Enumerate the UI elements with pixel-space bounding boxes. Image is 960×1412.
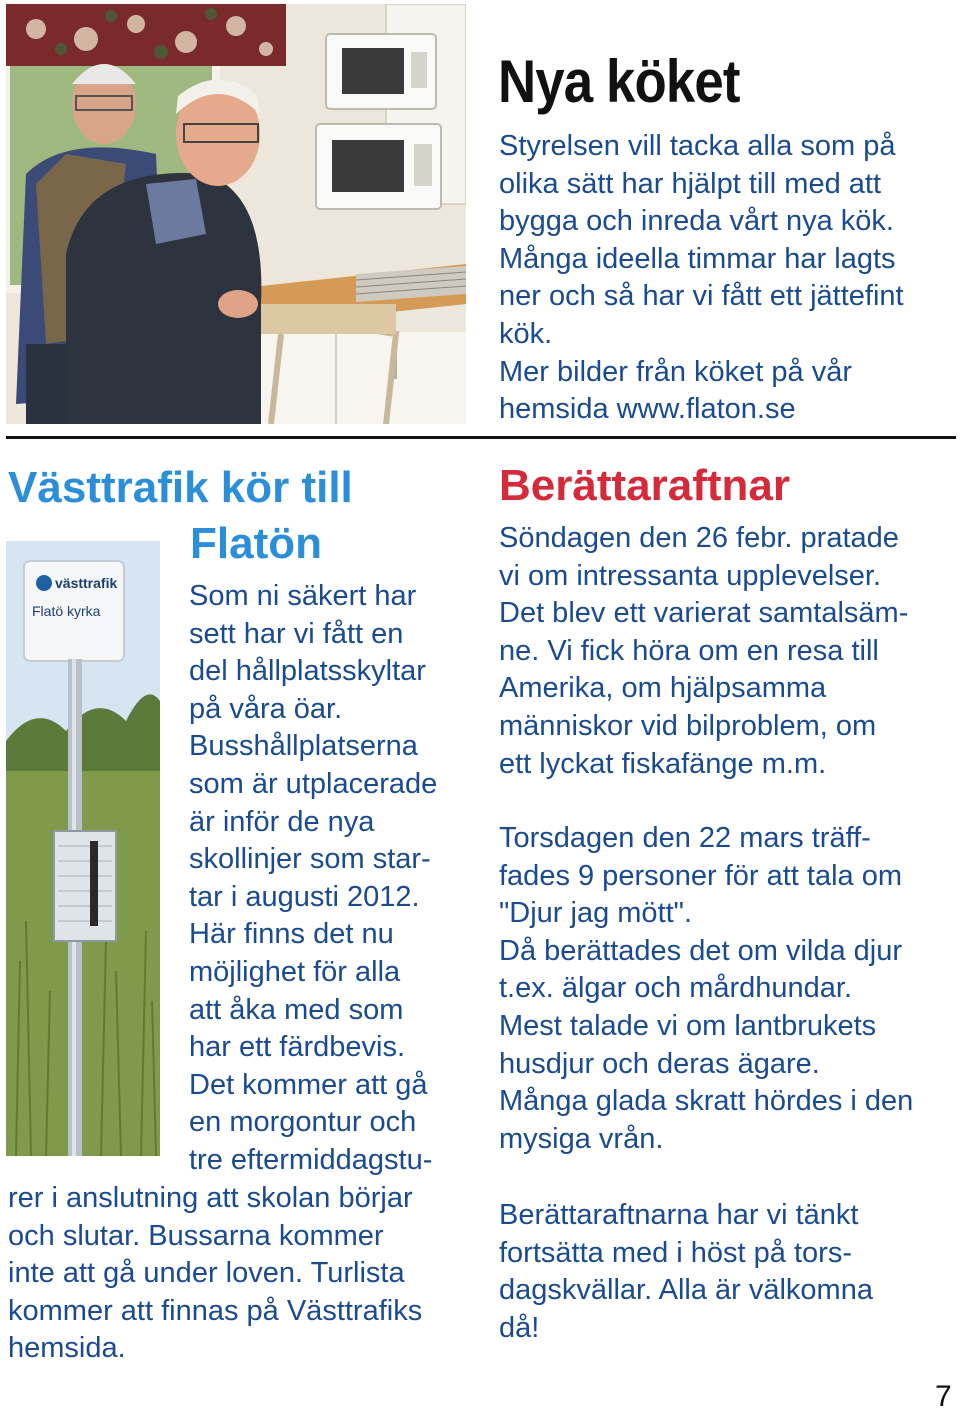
body-line: del hållplatsskyltar	[189, 655, 426, 688]
body-line: Det blev ett varierat samtalsäm-	[499, 597, 909, 630]
vasttrafik-title-line2: Flatön	[190, 519, 322, 568]
body-line: bygga och inreda vårt nya kök.	[499, 205, 894, 238]
body-line: vi om intressanta upplevelser.	[499, 559, 882, 592]
body-line: "Djur jag mött".	[499, 897, 693, 930]
body-line: tre eftermiddagstu-	[189, 1143, 433, 1176]
body-line: då!	[499, 1311, 540, 1344]
body-line: Mest talade vi om lantbrukets	[499, 1009, 877, 1042]
body-line: Som ni säkert har	[189, 580, 417, 612]
body-line: kommer att finnas på Västtrafiks	[8, 1294, 423, 1327]
body-line: dagskvällar. Alla är välkomna	[499, 1274, 873, 1307]
body-line: sett har vi fått en	[189, 617, 404, 650]
berattaraftnar-paragraph-3	[499, 1197, 873, 1347]
vasttrafik-body-narrow	[189, 578, 437, 1180]
body-line: olika sätt har hjälpt till med att	[499, 167, 882, 200]
body-line: Då berättades det om vilda djur	[499, 934, 902, 967]
body-line: Busshållplatserna	[189, 730, 418, 763]
body-line: fortsätta med i höst på tors-	[499, 1236, 852, 1269]
body-line: hemsida.	[8, 1332, 126, 1365]
body-line: har ett färdbevis.	[189, 1031, 405, 1064]
body-line: Torsdagen den 22 mars träff-	[499, 822, 871, 854]
vasttrafik-title-line1: Västtrafik kör till	[8, 463, 353, 512]
body-line: ne. Vi fick höra om en resa till	[499, 634, 879, 667]
body-line: rer i anslutning att skolan börjar	[8, 1182, 413, 1214]
body-line: Styrelsen vill tacka alla som på	[499, 130, 896, 162]
body-line: Berättaraftnarna har vi tänkt	[499, 1199, 859, 1231]
body-line: mysiga vrån.	[499, 1122, 664, 1155]
body-line: Här finns det nu	[189, 918, 394, 951]
kitchen-photo	[6, 4, 466, 424]
body-line: ner och så har vi fått ett jättefint	[499, 280, 904, 313]
berattaraftnar-title: Berättaraftnar	[499, 461, 790, 510]
bus-stop-sign-photo	[6, 541, 160, 1156]
nya-koket-body	[499, 128, 904, 429]
body-line: Det kommer att gå	[189, 1068, 428, 1101]
body-line: hemsida www.flaton.se	[499, 393, 796, 426]
body-line: som är utplacerade	[189, 767, 438, 800]
body-line: inte att gå under loven. Turlista	[8, 1257, 405, 1290]
body-line: och slutar. Bussarna kommer	[8, 1219, 384, 1252]
body-line: en morgontur och	[189, 1106, 417, 1139]
berattaraftnar-paragraph-2	[499, 820, 913, 1158]
body-line: skollinjer som star-	[189, 843, 431, 876]
body-line: tar i augusti 2012.	[189, 880, 420, 913]
body-line: är inför de nya	[189, 805, 375, 838]
body-line: människor vid bilproblem, om	[499, 709, 877, 742]
page-number: 7	[935, 1380, 952, 1412]
vasttrafik-body-wide	[8, 1180, 422, 1368]
berattaraftnar-paragraph-1	[499, 520, 908, 783]
sign-brand-text: västtrafik	[55, 575, 118, 591]
sign-stop-text: Flatö kyrka	[32, 603, 101, 619]
body-line: t.ex. älgar och mårdhundar.	[499, 972, 853, 1005]
body-line: att åka med som	[189, 993, 404, 1026]
body-line: Många glada skratt hördes i den	[499, 1085, 914, 1118]
body-line: Många ideella timmar har lagts	[499, 242, 896, 275]
body-line: Mer bilder från köket på vår	[499, 355, 852, 388]
body-line: möjlighet för alla	[189, 955, 401, 988]
body-line: fades 9 personer för att tala om	[499, 859, 902, 892]
body-line: Söndagen den 26 febr. pratade	[499, 522, 899, 554]
body-line: kök.	[499, 317, 553, 350]
section-divider	[6, 436, 956, 439]
nya-koket-title: Nya köket	[498, 48, 740, 115]
body-line: husdjur och deras ägare.	[499, 1047, 820, 1080]
body-line: Amerika, om hjälpsamma	[499, 672, 827, 705]
body-line: ett lyckat fiskafänge m.m.	[499, 747, 827, 780]
body-line: på våra öar.	[189, 692, 343, 725]
